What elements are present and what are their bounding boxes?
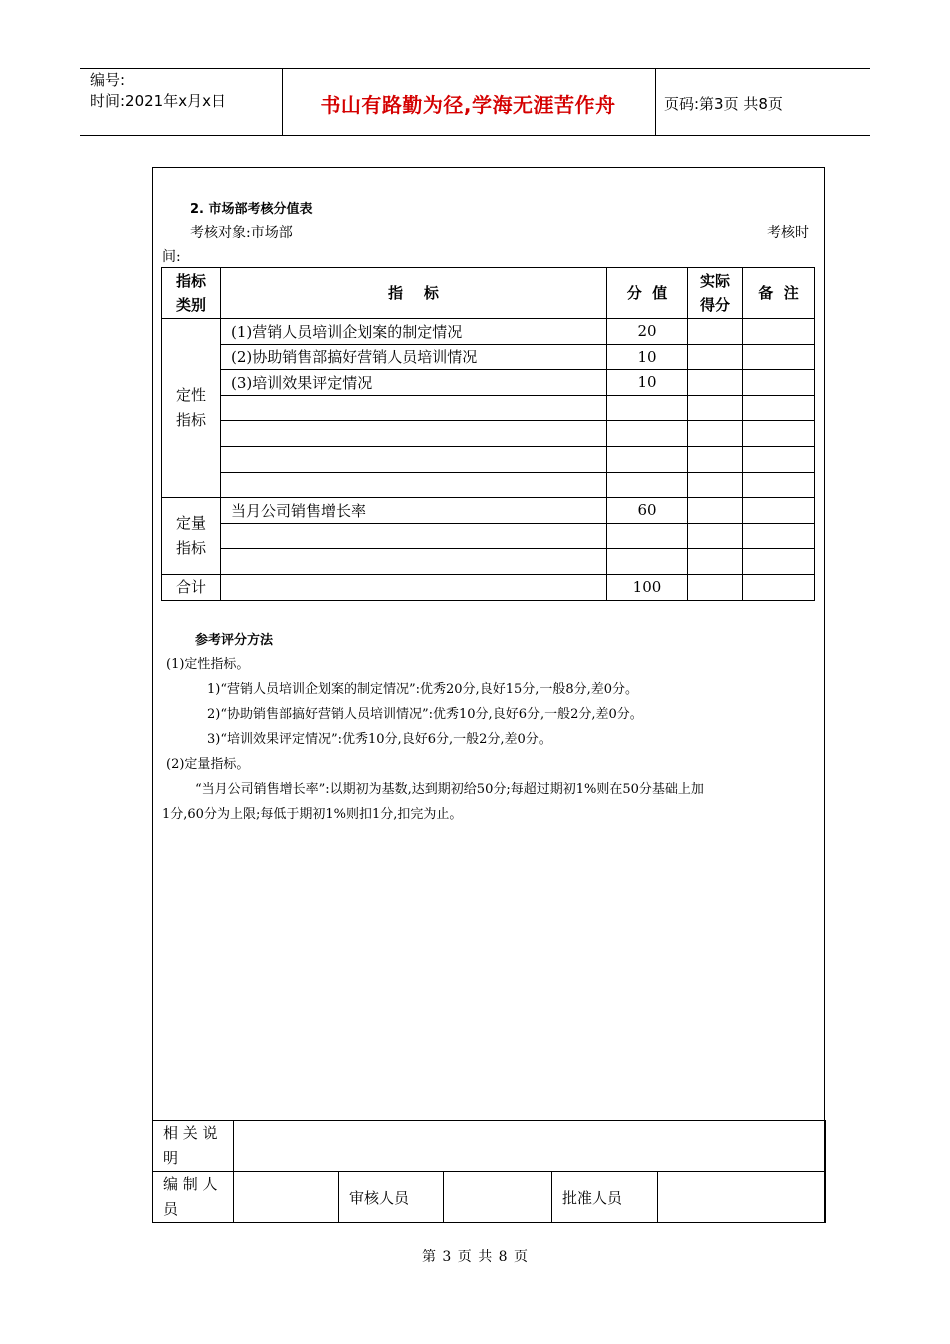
indicator-cell: (3)培训效果评定情况 <box>221 370 607 396</box>
document-number-label: 编号: <box>90 71 126 89</box>
signoff-table <box>152 1120 826 1223</box>
header-actual-line1: 实际 <box>699 272 730 290</box>
method-title: 参考评分方法 <box>195 633 274 648</box>
category-qualitative-line1: 定性 <box>175 386 206 405</box>
page-footer: 第 3 页 共 8 页 <box>421 1249 529 1265</box>
header-top-rule <box>80 68 870 69</box>
remark-cell <box>743 319 815 345</box>
table-row <box>162 472 815 498</box>
editor-label-line2: 员 <box>163 1200 179 1218</box>
table-row <box>162 395 815 421</box>
remark-cell <box>743 370 815 396</box>
header-divider-right <box>655 68 656 136</box>
table-row <box>162 319 815 345</box>
actual-score-cell <box>688 498 743 524</box>
indicator-cell <box>221 446 607 472</box>
approver-label: 批准人员 <box>552 1172 658 1223</box>
total-indicator-cell <box>221 574 607 600</box>
header-category-line2: 类别 <box>175 296 206 314</box>
related-notes-label-line2: 明 <box>163 1149 179 1167</box>
assessment-time-part2: 间: <box>162 249 181 265</box>
table-row <box>162 344 815 370</box>
score-cell <box>607 549 688 575</box>
header-motto: 书山有路勤为径,学海无涯苦作舟 <box>320 92 616 117</box>
method-quantitative-text-line1: “当月公司销售增长率”:以期初为基数,达到期初给50分;每超过期初1%则在50分基础上加 <box>195 782 704 797</box>
editor-label-line1: 编 制 人 <box>163 1175 218 1193</box>
actual-score-cell <box>688 523 743 549</box>
actual-score-cell <box>688 344 743 370</box>
header-actual <box>688 268 743 319</box>
personnel-row <box>153 1172 826 1223</box>
header-remark: 备 注 <box>743 268 815 319</box>
indicator-cell <box>221 549 607 575</box>
table-row <box>162 498 815 524</box>
method-qualitative-heading: (1)定性指标。 <box>166 657 250 672</box>
table-row <box>162 446 815 472</box>
header-category-line1: 指标 <box>175 272 206 290</box>
table-header-row <box>162 268 815 319</box>
remark-cell <box>743 549 815 575</box>
remark-cell <box>743 523 815 549</box>
category-quantitative <box>162 498 221 575</box>
assessment-time-part1: 考核时 <box>767 225 809 241</box>
actual-score-cell <box>688 446 743 472</box>
table-row <box>162 523 815 549</box>
category-quantitative-line1: 定量 <box>175 514 206 533</box>
score-cell: 10 <box>607 344 688 370</box>
actual-score-cell <box>688 319 743 345</box>
remark-cell <box>743 472 815 498</box>
score-table <box>161 267 815 601</box>
remark-cell <box>743 344 815 370</box>
method-quantitative-text-line2: 1分,60分为上限;每低于期初1%则扣1分,扣完为止。 <box>162 807 463 822</box>
related-notes-row <box>153 1121 826 1172</box>
total-label: 合计 <box>162 574 221 600</box>
document-time-label: 时间:2021年x月x日 <box>90 92 226 110</box>
assessment-target: 考核对象:市场部 <box>190 225 293 241</box>
table-row <box>162 421 815 447</box>
score-cell <box>607 421 688 447</box>
score-cell: 60 <box>607 498 688 524</box>
editor-value <box>234 1172 339 1223</box>
score-cell <box>607 472 688 498</box>
actual-score-cell <box>688 370 743 396</box>
remark-cell <box>743 421 815 447</box>
category-qualitative <box>162 319 221 498</box>
reviewer-label: 审核人员 <box>339 1172 444 1223</box>
category-quantitative-line2: 指标 <box>175 539 206 558</box>
header-page-info: 页码:第3页 共8页 <box>664 94 783 113</box>
method-quantitative-heading: (2)定量指标。 <box>166 757 250 772</box>
indicator-cell: (1)营销人员培训企划案的制定情况 <box>221 319 607 345</box>
related-notes-value <box>234 1121 826 1172</box>
section-title: 2. 市场部考核分值表 <box>190 202 313 217</box>
total-actual-cell <box>688 574 743 600</box>
score-cell: 10 <box>607 370 688 396</box>
related-notes-label <box>153 1121 234 1172</box>
indicator-cell: (2)协助销售部搞好营销人员培训情况 <box>221 344 607 370</box>
total-row <box>162 574 815 600</box>
method-qualitative-item-2: 2)“协助销售部搞好营销人员培训情况”:优秀10分,良好6分,一般2分,差0分。 <box>207 707 643 722</box>
editor-label <box>153 1172 234 1223</box>
indicator-cell: 当月公司销售增长率 <box>221 498 607 524</box>
remark-cell <box>743 395 815 421</box>
header-meta <box>90 70 226 112</box>
remark-cell <box>743 498 815 524</box>
table-row <box>162 370 815 396</box>
total-remark-cell <box>743 574 815 600</box>
indicator-cell <box>221 421 607 447</box>
score-cell <box>607 523 688 549</box>
indicator-cell <box>221 395 607 421</box>
indicator-cell <box>221 472 607 498</box>
header-score: 分 值 <box>607 268 688 319</box>
remark-cell <box>743 446 815 472</box>
score-cell <box>607 446 688 472</box>
actual-score-cell <box>688 395 743 421</box>
indicator-cell <box>221 523 607 549</box>
reviewer-value <box>444 1172 552 1223</box>
actual-score-cell <box>688 421 743 447</box>
header-category <box>162 268 221 319</box>
method-qualitative-item-1: 1)“营销人员培训企划案的制定情况”:优秀20分,良好15分,一般8分,差0分。 <box>207 682 639 697</box>
approver-value <box>658 1172 826 1223</box>
method-qualitative-item-3: 3)“培训效果评定情况”:优秀10分,良好6分,一般2分,差0分。 <box>207 732 552 747</box>
header-actual-line2: 得分 <box>699 296 730 314</box>
header-indicator: 指 标 <box>221 268 607 319</box>
category-qualitative-line2: 指标 <box>175 411 206 430</box>
actual-score-cell <box>688 549 743 575</box>
score-cell: 20 <box>607 319 688 345</box>
related-notes-label-line1: 相 关 说 <box>163 1124 218 1142</box>
actual-score-cell <box>688 472 743 498</box>
score-cell <box>607 395 688 421</box>
table-row <box>162 549 815 575</box>
total-score: 100 <box>607 574 688 600</box>
